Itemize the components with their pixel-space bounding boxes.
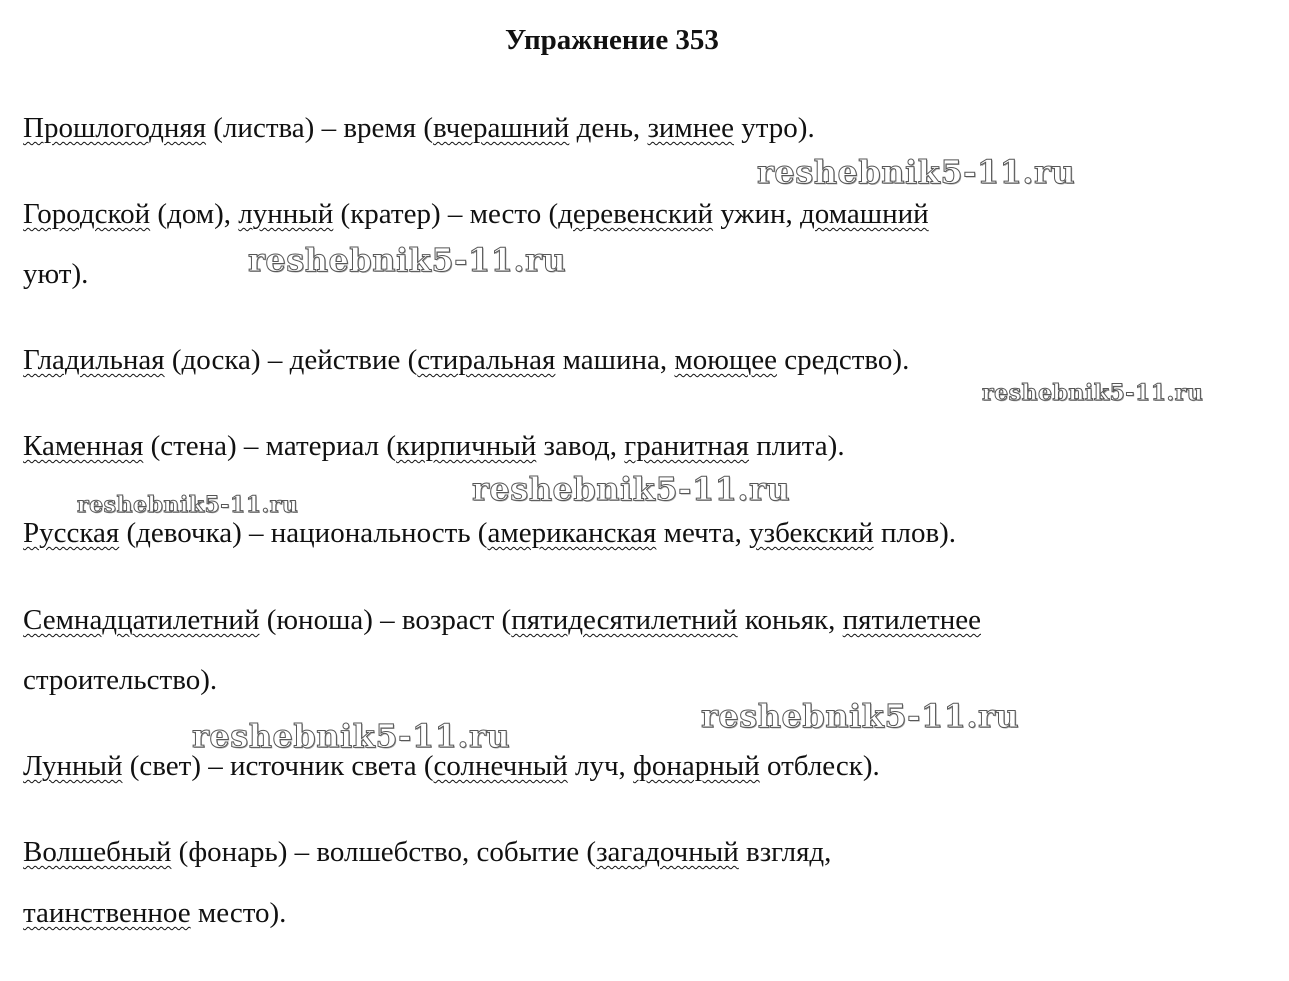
text-line [23, 342, 909, 378]
text-segment: (листва) – время ( [206, 112, 433, 144]
text-segment: взгляд, [738, 836, 832, 868]
text-segment: утро). [734, 112, 815, 144]
text-segment: место). [190, 897, 287, 929]
watermark: reshebnik5-11.ru [757, 153, 1076, 191]
adjective-word: Каменная [23, 430, 144, 462]
adjective-word: стиральная [417, 344, 556, 376]
adjective-word: Городской [23, 198, 151, 230]
text-segment: плов). [873, 517, 957, 549]
watermark: reshebnik5-11.ru [77, 492, 299, 518]
adjective-word: гранитная [624, 430, 750, 462]
adjective-word: узбекский [749, 517, 874, 549]
text-segment: (юноша) – возраст ( [259, 604, 512, 636]
adjective-word: Семнадцатилетний [23, 604, 260, 636]
watermark: reshebnik5-11.ru [472, 470, 791, 508]
text-segment: луч, [567, 750, 634, 782]
adjective-word: деревенский [558, 198, 714, 230]
text-segment: (кратер) – место ( [333, 198, 559, 230]
watermark: reshebnik5-11.ru [701, 697, 1020, 735]
text-line [23, 256, 88, 292]
text-segment: машина, [555, 344, 675, 376]
adjective-word: Русская [23, 517, 120, 549]
text-line [23, 834, 831, 870]
adjective-word: солнечный [433, 750, 568, 782]
text-line [23, 515, 956, 551]
text-segment: завод, [536, 430, 625, 462]
text-segment: строительство). [23, 664, 218, 696]
text-segment: (стена) – материал ( [143, 430, 397, 462]
adjective-word: американская [487, 517, 657, 549]
text-line [23, 662, 217, 698]
adjective-word: зимнее [647, 112, 735, 144]
text-line [23, 895, 286, 931]
adjective-word: вчерашний [433, 112, 570, 144]
watermark: reshebnik5-11.ru [248, 241, 567, 279]
text-line [23, 602, 981, 638]
text-segment: (девочка) – национальность ( [119, 517, 488, 549]
adjective-word: пятилетнее [842, 604, 981, 636]
adjective-word: домашний [800, 198, 929, 230]
text-segment: (фонарь) – волшебство, событие ( [171, 836, 597, 868]
text-segment: мечта, [656, 517, 750, 549]
watermark: reshebnik5-11.ru [192, 717, 511, 755]
adjective-word: Гладильная [23, 344, 165, 376]
text-segment: ужин, [713, 198, 801, 230]
adjective-word: моющее [674, 344, 778, 376]
text-segment: плита). [749, 430, 845, 462]
page-title: Упражнение 353 [505, 24, 719, 56]
text-segment: (свет) – источник света ( [122, 750, 434, 782]
text-line [23, 196, 929, 232]
text-segment: отблеск). [759, 750, 880, 782]
adjective-word: загадочный [596, 836, 739, 868]
text-line [23, 428, 845, 464]
adjective-word: пятидесятилетний [511, 604, 738, 636]
adjective-word: Лунный [23, 750, 123, 782]
adjective-word: лунный [238, 198, 334, 230]
text-line [23, 110, 815, 146]
text-segment: уют). [23, 258, 89, 290]
adjective-word: Волшебный [23, 836, 172, 868]
adjective-word: фонарный [633, 750, 760, 782]
text-segment: (доска) – действие ( [164, 344, 418, 376]
text-segment: коньяк, [737, 604, 843, 636]
adjective-word: Прошлогодняя [23, 112, 207, 144]
text-segment: день, [569, 112, 648, 144]
adjective-word: кирпичный [396, 430, 537, 462]
text-segment: средство). [777, 344, 910, 376]
adjective-word: таинственное [23, 897, 191, 929]
watermark: reshebnik5-11.ru [982, 380, 1204, 406]
text-segment: (дом), [150, 198, 239, 230]
